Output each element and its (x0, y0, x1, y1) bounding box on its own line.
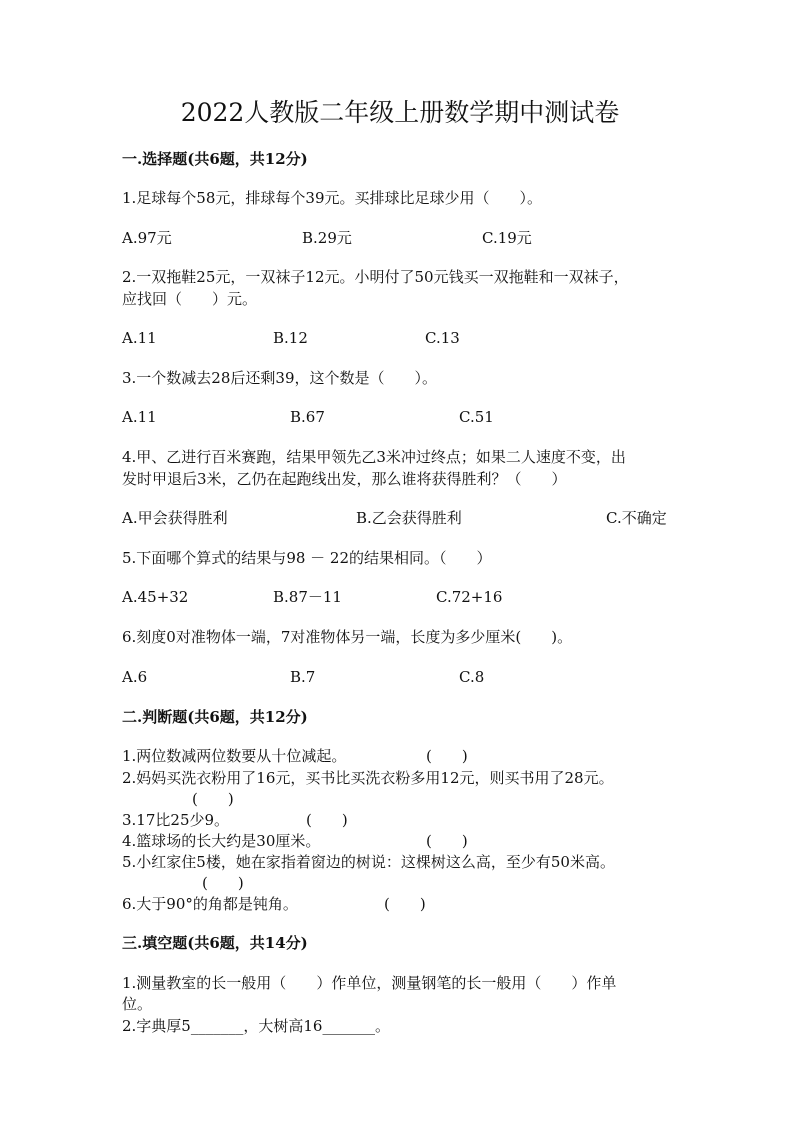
option-a: A.11 (122, 329, 157, 347)
fill-item-line1: 1.测量教室的长一般用（ ）作单位，测量钢笔的长一般用（ ）作单 (122, 974, 617, 992)
answer-paren: ( ) (202, 874, 244, 892)
answer-paren: ( ) (426, 832, 468, 850)
answer-paren: ( ) (426, 747, 468, 765)
question-text: 6.刻度0对准物体一端，7对准物体另一端，长度为多少厘米( )。 (122, 628, 573, 646)
option-a: A.45+32 (122, 588, 189, 606)
judge-item-text: 5.小红家住5楼，她在家指着窗边的树说：这棵树这么高，至少有50米高。 (122, 853, 615, 871)
option-b: B.7 (290, 668, 316, 686)
fill-item-text: 2.字典厚5_______，大树高16_______。 (122, 1017, 390, 1035)
option-c: C.51 (459, 408, 494, 426)
judge-item-text: 2.妈妈买洗衣粉用了16元，买书比买洗衣粉多用12元，则买书用了28元。 (122, 769, 614, 787)
option-c: C.不确定 (606, 509, 667, 527)
question-text-line2: 应找回（ ）元。 (122, 290, 258, 308)
option-a: A.11 (122, 408, 157, 426)
question-text: 1.足球每个58元，排球每个39元。买排球比足球少用（ ）。 (122, 189, 542, 207)
judge-item-text: 3.17比25少9。 (122, 811, 230, 829)
question-text-line1: 4.甲、乙进行百米赛跑，结果甲领先乙3米冲过终点；如果二人速度不变，出 (122, 448, 626, 466)
question-text-line1: 2.一双拖鞋25元，一双袜子12元。小明付了50元钱买一双拖鞋和一双袜子， (122, 268, 629, 286)
option-a: A.6 (122, 668, 148, 686)
option-b: B.87－11 (273, 588, 342, 606)
section-heading-fill-blank: 三.填空题(共6题，共14分) (122, 934, 308, 952)
question-text-line2: 发时甲退后3米，乙仍在起跑线出发，那么谁将获得胜利？（ ） (122, 470, 567, 488)
option-b: B.67 (290, 408, 325, 426)
option-c: C.72+16 (436, 588, 503, 606)
page-title: 2022人教版二年级上册数学期中测试卷 (180, 98, 620, 127)
option-b: B.12 (273, 329, 308, 347)
option-c: C.8 (459, 668, 485, 686)
answer-paren: ( ) (192, 790, 234, 808)
question-text: 3.一个数减去28后还剩39，这个数是（ ）。 (122, 369, 437, 387)
option-a: A.97元 (122, 229, 172, 247)
answer-paren: ( ) (306, 811, 348, 829)
option-b: B.乙会获得胜利 (356, 509, 462, 527)
answer-paren: ( ) (384, 895, 426, 913)
option-a: A.甲会获得胜利 (122, 509, 228, 527)
question-text: 5.下面哪个算式的结果与98 － 22的结果相同。（ ） (122, 549, 492, 567)
option-c: C.13 (425, 329, 460, 347)
option-c: C.19元 (482, 229, 532, 247)
judge-item-text: 1.两位数减两位数要从十位减起。 (122, 747, 347, 765)
judge-item-text: 6.大于90°的角都是钝角。 (122, 895, 298, 913)
option-b: B.29元 (302, 229, 352, 247)
fill-item-line2: 位。 (122, 995, 153, 1013)
section-heading-true-false: 二.判断题(共6题，共12分) (122, 708, 308, 726)
judge-item-text: 4.篮球场的长大约是30厘米。 (122, 832, 321, 850)
section-heading-choice: 一.选择题(共6题，共12分) (122, 150, 308, 168)
